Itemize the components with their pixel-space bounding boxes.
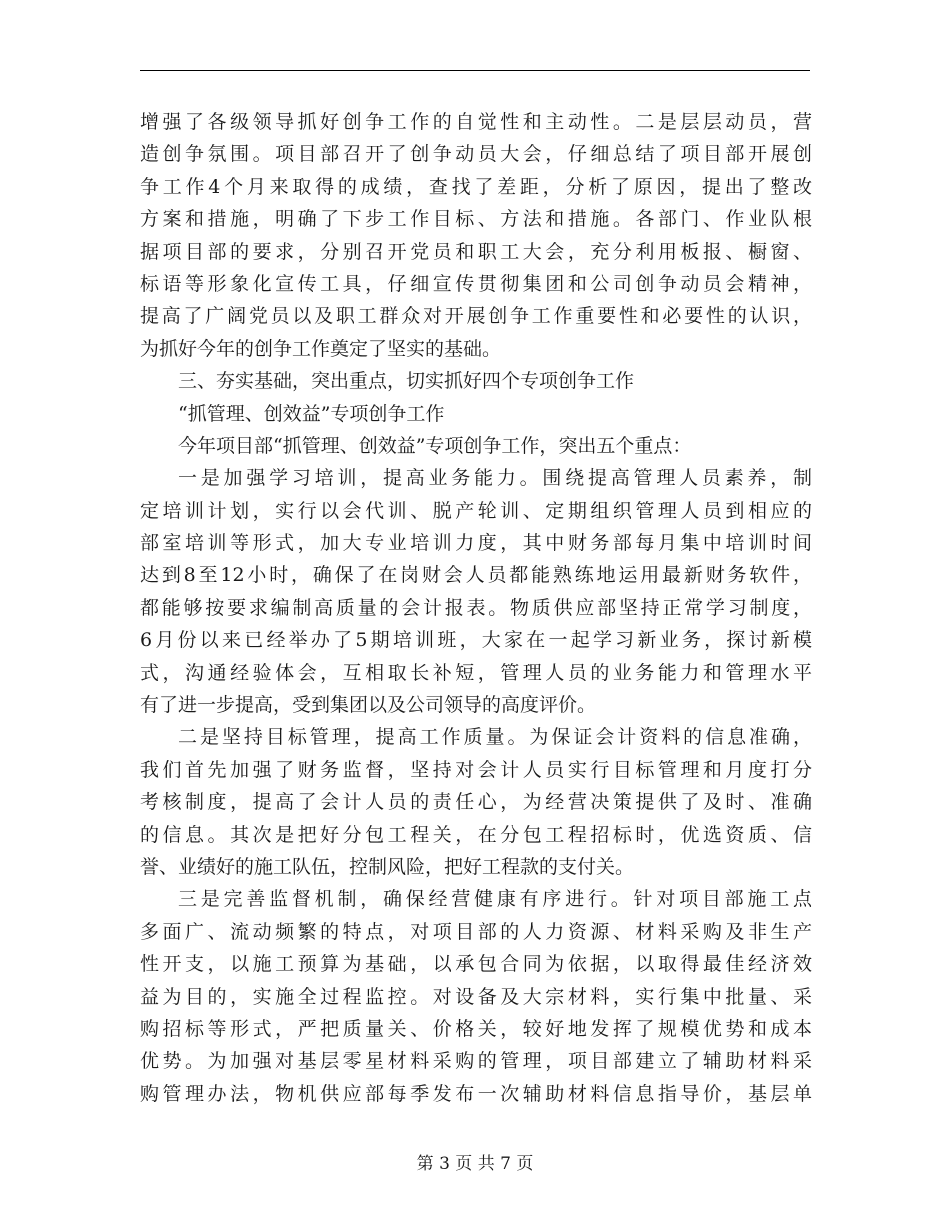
- header-rule: [140, 70, 810, 71]
- text-line: 造创争氛围。项目部召开了创争动员大会，仔细总结了项目部开展创: [140, 143, 812, 166]
- text-line: 考核制度，提高了会计人员的责任心，为经营决策提供了及时、准确: [140, 791, 812, 814]
- page-footer: 第 3 页 共 7 页: [416, 1154, 534, 1174]
- text-line: 购招标等形式，严把质量关、价格关，较好地发挥了规模优势和成本: [140, 1017, 812, 1040]
- text-line: 有了进一步提高，受到集团以及公司领导的高度评价。: [140, 694, 597, 717]
- text-line: 都能够按要求编制高质量的会计报表。物质供应部坚持正常学习制度，: [140, 596, 812, 619]
- text-line: 6月份以来已经举办了5期培训班，大家在一起学习新业务，探讨新模: [140, 629, 812, 652]
- text-line: 达到8至12小时，确保了在岗财会人员都能熟练地运用最新财务软件，: [140, 564, 812, 587]
- text-line: 多面广、流动频繁的特点，对项目部的人力资源、材料采购及非生产: [140, 920, 812, 943]
- text-line: 三是完善监督机制，确保经营健康有序进行。针对项目部施工点: [178, 888, 812, 911]
- text-line: 增强了各级领导抓好创争工作的自觉性和主动性。二是层层动员，营: [140, 111, 812, 133]
- text-line: 今年项目部“抓管理、创效益”专项创争工作，突出五个重点：: [178, 434, 692, 457]
- text-line: 提高了广阔党员以及职工群众对开展创争工作重要性和必要性的认识，: [140, 305, 812, 328]
- text-line: 标语等形象化宣传工具，仔细宣传贯彻集团和公司创争动员会精神，: [140, 272, 812, 295]
- text-line: 定培训计划，实行以会代训、脱产轮训、定期组织管理人员到相应的: [140, 499, 812, 522]
- text-line: 一是加强学习培训，提高业务能力。围绕提高管理人员素养，制: [178, 467, 812, 490]
- text-line: 购管理办法，物机供应部每季发布一次辅助材料信息指导价，基层单: [140, 1082, 812, 1105]
- text-line: 优势。为加强对基层零星材料采购的管理，项目部建立了辅助材料采: [140, 1050, 812, 1073]
- text-line: 三、夯实基础，突出重点，切实抓好四个专项创争工作: [178, 370, 635, 393]
- document-body: [140, 106, 812, 1110]
- text-line: 的信息。其次是把好分包工程关，在分包工程招标时，优选资质、信: [140, 823, 812, 846]
- text-line: 方案和措施，明确了下步工作目标、方法和措施。各部门、作业队根: [140, 208, 812, 231]
- text-line: 我们首先加强了财务监督，坚持对会计人员实行目标管理和月度打分: [140, 758, 812, 781]
- text-line: 誉、业绩好的施工队伍，控制风险，把好工程款的支付关。: [140, 855, 635, 878]
- text-line: 据项目部的要求，分别召开党员和职工大会，充分利用板报、橱窗、: [140, 240, 812, 263]
- text-line: 二是坚持目标管理，提高工作质量。为保证会计资料的信息准确，: [178, 726, 812, 749]
- text-line: 性开支，以施工预算为基础，以承包合同为依据，以取得最佳经济效: [140, 953, 812, 976]
- text-line: 式，沟通经验体会，互相取长补短，管理人员的业务能力和管理水平: [140, 661, 812, 684]
- text-line: 部室培训等形式，加大专业培训力度，其中财务部每月集中培训时间: [140, 532, 812, 555]
- text-line: 为抓好今年的创争工作奠定了坚实的基础。: [140, 337, 502, 360]
- text-line: 益为目的，实施全过程监控。对设备及大宗材料，实行集中批量、采: [140, 985, 812, 1008]
- text-line: “抓管理、创效益”专项创争工作: [178, 402, 445, 425]
- text-line: 争工作4个月来取得的成绩，查找了差距，分析了原因，提出了整改: [140, 175, 812, 198]
